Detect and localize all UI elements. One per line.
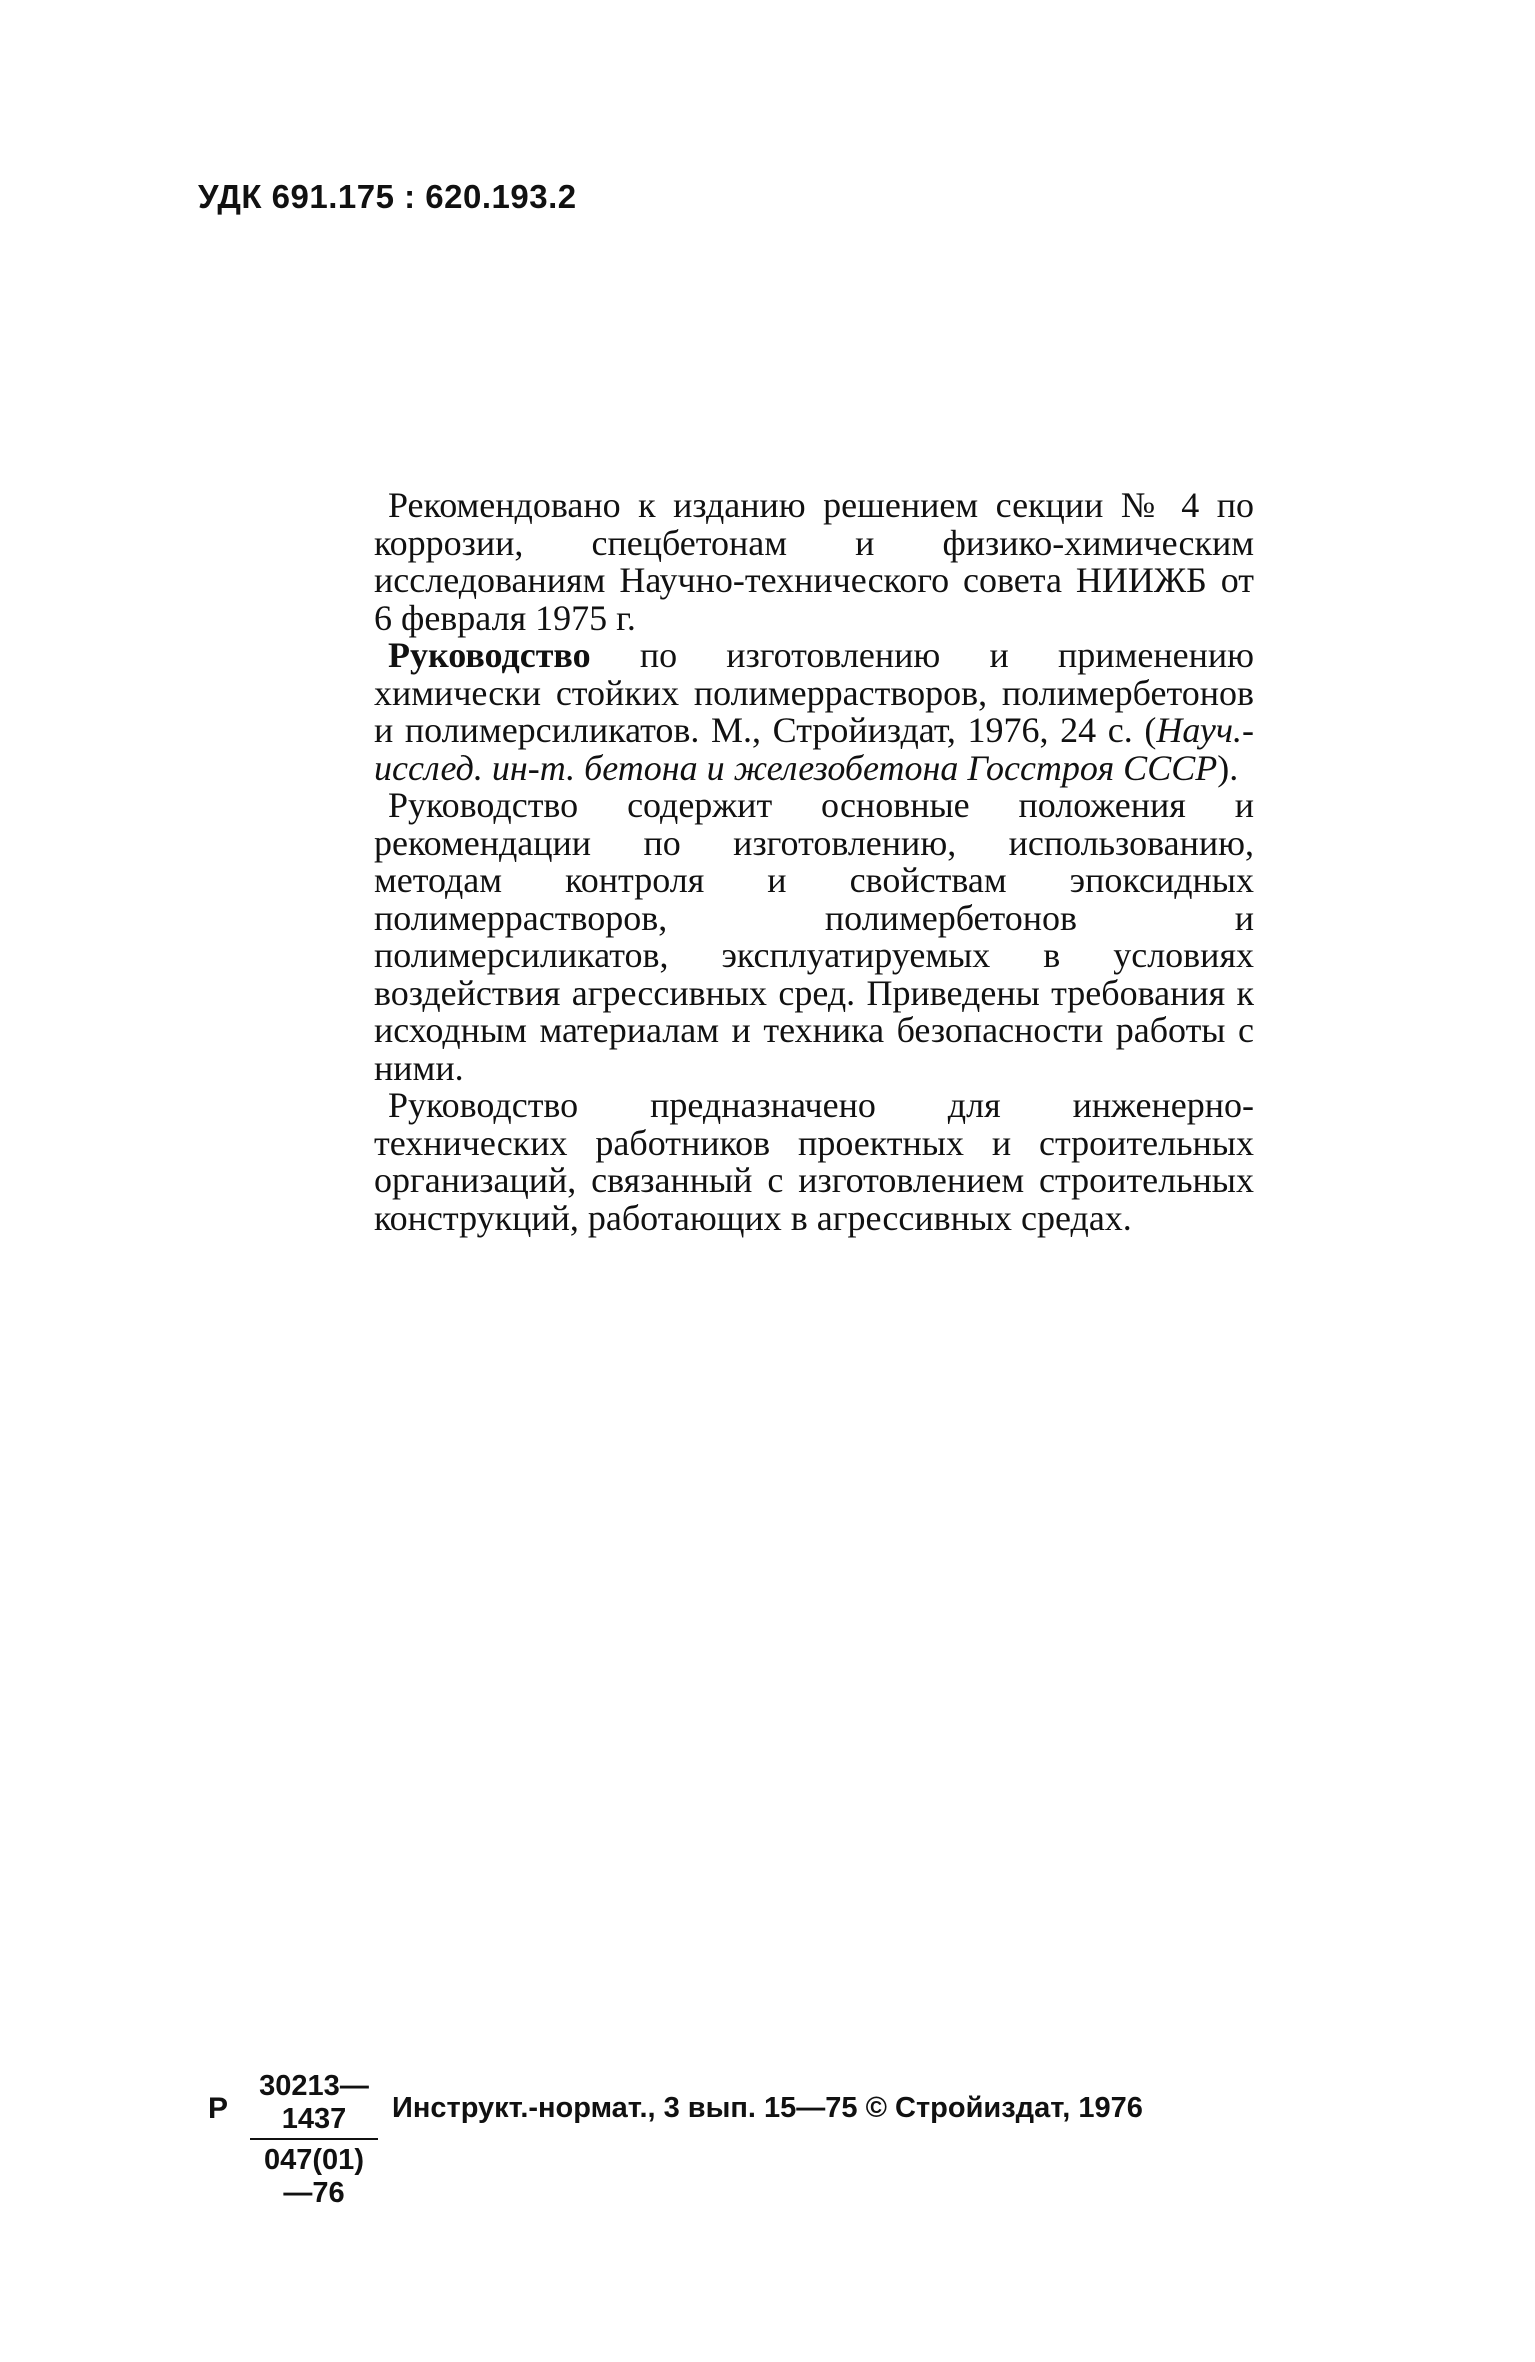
imprint-fraction <box>250 2070 378 2210</box>
imprint-denominator: 047(01)—76 <box>264 2144 364 2209</box>
annotation-block <box>374 487 1254 1237</box>
imprint-numerator: 30213—1437 <box>250 2070 378 2140</box>
imprint-publisher-info: Инструкт.-нормат., 3 вып. 15—75 © Стройиздат, 1976 <box>392 2092 1143 2124</box>
contents-paragraph: Руководство содержит основные положения и рекомендации по изготовлению, использованию, методам контроля и свойствам эпоксидных полимеррастворов, полимербетонов и полимерсиликатов, эксплуатируемых в условиях воздействия агрессивных сред. Приведены требования к исходным материалам и техника безопасности работы с ними. <box>374 785 1254 1088</box>
udk-code: УДК 691.175 : 620.193.2 <box>198 178 577 215</box>
publisher-institute: Науч.-исслед. ин-т. бетона и железобетона Госстроя СССР <box>374 710 1254 788</box>
audience-paragraph: Руководство предназначено для инженерно-технических работников проектных и строительных организаций, связанный с изготовлением строительных конструкций, работающих в агрессивных средах. <box>374 1085 1254 1238</box>
recommendation-paragraph: Рекомендовано к изданию решением секции № 4 по коррозии, спецбетонам и физико-химическим исследованиям Научно-технического совета НИИЖБ от 6 февраля 1975 г. <box>374 485 1254 638</box>
bibliographic-entry <box>374 637 1254 787</box>
imprint-line <box>208 2070 1378 2209</box>
bibliographic-details: по изготовлению и применению химически стойких полимеррастворов, полимербетонов и полимерсиликатов. М., Стройиздат, 1976, 24 с. ( <box>374 635 1254 750</box>
book-title-bold: Руководство <box>388 635 591 675</box>
imprint-letter: Р <box>208 2092 229 2125</box>
bibliographic-end: ). <box>1217 747 1239 788</box>
